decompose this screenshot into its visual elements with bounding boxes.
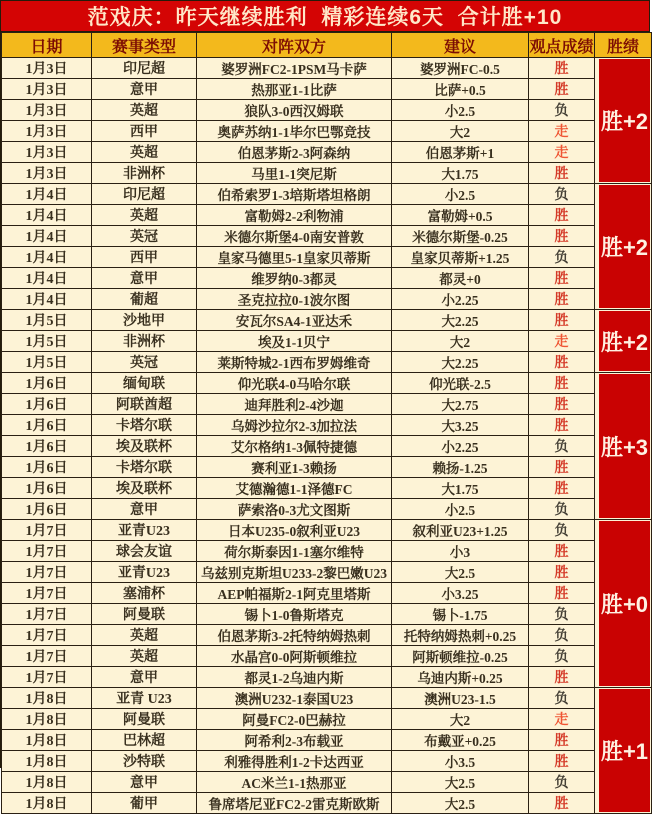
date-cell: 1月3日 [2, 142, 92, 163]
match-cell: 艾德瀚德1-1泽德FC [197, 478, 392, 499]
table-row [2, 142, 652, 163]
col-header-record: 胜绩 [595, 33, 652, 58]
table-row [2, 394, 652, 415]
table-row [2, 436, 652, 457]
date-cell: 1月4日 [2, 289, 92, 310]
league-cell: 埃及联杯 [92, 478, 197, 499]
tip-cell: 小2.5 [392, 184, 529, 205]
tip-cell: 小3.5 [392, 751, 529, 772]
record-cell [595, 520, 652, 688]
date-cell: 1月8日 [2, 772, 92, 793]
page-title: 范戏庆：昨天继续胜利 精彩连续6天 合计胜+10 [1, 1, 649, 32]
match-cell: AC米兰1-1热那亚 [197, 772, 392, 793]
match-cell: AEP帕福斯2-1阿克里塔斯 [197, 583, 392, 604]
tip-cell: 赖扬-1.25 [392, 457, 529, 478]
date-cell: 1月7日 [2, 625, 92, 646]
league-cell: 阿曼联 [92, 604, 197, 625]
result-cell: 胜 [529, 730, 595, 751]
result-cell: 胜 [529, 352, 595, 373]
result-cell: 胜 [529, 751, 595, 772]
match-cell: 伯恩茅斯3-2托特纳姆热刺 [197, 625, 392, 646]
table-row [2, 625, 652, 646]
league-cell: 巴林超 [92, 730, 197, 751]
result-cell: 负 [529, 499, 595, 520]
league-cell: 英超 [92, 205, 197, 226]
table-row [2, 688, 652, 709]
date-cell: 1月5日 [2, 352, 92, 373]
match-cell: 锡卜1-0鲁斯塔克 [197, 604, 392, 625]
date-cell: 1月4日 [2, 247, 92, 268]
result-cell: 走 [529, 121, 595, 142]
tip-cell: 都灵+0 [392, 268, 529, 289]
date-cell: 1月3日 [2, 58, 92, 79]
tip-cell: 大2.5 [392, 562, 529, 583]
tip-cell: 婆罗洲FC-0.5 [392, 58, 529, 79]
table-row [2, 499, 652, 520]
record-badge: 胜+3 [599, 374, 650, 518]
date-cell: 1月3日 [2, 121, 92, 142]
match-cell: 婆罗洲FC2-1PSM马卡萨 [197, 58, 392, 79]
result-cell: 胜 [529, 478, 595, 499]
date-cell: 1月6日 [2, 415, 92, 436]
result-cell: 胜 [529, 562, 595, 583]
record-cell [595, 310, 652, 373]
date-cell: 1月8日 [2, 751, 92, 772]
table-row [2, 646, 652, 667]
tip-cell: 米德尔斯堡-0.25 [392, 226, 529, 247]
match-cell: 富勒姆2-2利物浦 [197, 205, 392, 226]
tip-cell: 锡卜-1.75 [392, 604, 529, 625]
league-cell: 英超 [92, 142, 197, 163]
date-cell: 1月4日 [2, 184, 92, 205]
tip-cell: 阿斯顿维拉-0.25 [392, 646, 529, 667]
tip-cell: 叙利亚U23+1.25 [392, 520, 529, 541]
league-cell: 塞浦杯 [92, 583, 197, 604]
date-cell: 1月8日 [2, 793, 92, 814]
match-cell: 利雅得胜利1-2卡达西亚 [197, 751, 392, 772]
tip-cell: 皇家贝蒂斯+1.25 [392, 247, 529, 268]
league-cell: 西甲 [92, 121, 197, 142]
tip-cell: 大2 [392, 121, 529, 142]
record-cell [595, 58, 652, 184]
date-cell: 1月7日 [2, 646, 92, 667]
record-badge: 胜+2 [599, 59, 650, 182]
result-cell: 负 [529, 520, 595, 541]
match-cell: 皇家马德里5-1皇家贝蒂斯 [197, 247, 392, 268]
date-cell: 1月6日 [2, 394, 92, 415]
tip-cell: 比萨+0.5 [392, 79, 529, 100]
tip-cell: 小2.25 [392, 436, 529, 457]
match-cell: 维罗纳0-3都灵 [197, 268, 392, 289]
league-cell: 意甲 [92, 79, 197, 100]
date-cell: 1月8日 [2, 709, 92, 730]
league-cell: 缅甸联 [92, 373, 197, 394]
match-cell: 安瓦尔SA4-1亚达禾 [197, 310, 392, 331]
table-row [2, 709, 652, 730]
match-cell: 莱斯特城2-1西布罗姆维奇 [197, 352, 392, 373]
match-cell: 澳洲U232-1泰国U23 [197, 688, 392, 709]
table-row [2, 226, 652, 247]
tip-cell: 小2.5 [392, 499, 529, 520]
result-cell: 走 [529, 142, 595, 163]
match-cell: 阿曼FC2-0巴赫拉 [197, 709, 392, 730]
result-cell: 负 [529, 625, 595, 646]
col-header-league: 赛事类型 [92, 33, 197, 58]
result-cell: 胜 [529, 289, 595, 310]
match-cell: 奥萨苏纳1-1毕尔巴鄂竞技 [197, 121, 392, 142]
col-header-match: 对阵双方 [197, 33, 392, 58]
table-row [2, 373, 652, 394]
league-cell: 意甲 [92, 667, 197, 688]
table-row [2, 772, 652, 793]
result-cell: 负 [529, 436, 595, 457]
match-cell: 迪拜胜利2-4沙迦 [197, 394, 392, 415]
match-cell: 狼队3-0西汉姆联 [197, 100, 392, 121]
match-cell: 圣克拉拉0-1波尔图 [197, 289, 392, 310]
match-cell: 萨索洛0-3尤文图斯 [197, 499, 392, 520]
result-cell: 走 [529, 709, 595, 730]
result-cell: 负 [529, 772, 595, 793]
tip-cell: 大2 [392, 709, 529, 730]
date-cell: 1月7日 [2, 667, 92, 688]
table-row [2, 604, 652, 625]
tip-cell: 布戴亚+0.25 [392, 730, 529, 751]
date-cell: 1月4日 [2, 268, 92, 289]
tip-cell: 仰光联-2.5 [392, 373, 529, 394]
tip-cell: 伯恩茅斯+1 [392, 142, 529, 163]
tip-cell: 大2 [392, 331, 529, 352]
league-cell: 卡塔尔联 [92, 415, 197, 436]
result-cell: 负 [529, 184, 595, 205]
match-cell: 水晶宫0-0阿斯顿维拉 [197, 646, 392, 667]
table-row [2, 667, 652, 688]
table-row [2, 520, 652, 541]
result-cell: 胜 [529, 205, 595, 226]
date-cell: 1月6日 [2, 499, 92, 520]
date-cell: 1月4日 [2, 226, 92, 247]
result-cell: 负 [529, 646, 595, 667]
date-cell: 1月8日 [2, 730, 92, 751]
date-cell: 1月5日 [2, 331, 92, 352]
table-row [2, 289, 652, 310]
match-cell: 埃及1-1贝宁 [197, 331, 392, 352]
date-cell: 1月7日 [2, 604, 92, 625]
table-row [2, 79, 652, 100]
header-row [2, 33, 652, 58]
league-cell: 阿联酋超 [92, 394, 197, 415]
result-cell: 胜 [529, 667, 595, 688]
result-cell: 走 [529, 331, 595, 352]
league-cell: 英超 [92, 625, 197, 646]
table-row [2, 205, 652, 226]
league-cell: 非洲杯 [92, 331, 197, 352]
tip-cell: 大2.25 [392, 310, 529, 331]
table-row [2, 352, 652, 373]
tip-cell: 澳洲U23-1.5 [392, 688, 529, 709]
col-header-date: 日期 [2, 33, 92, 58]
table-row [2, 793, 652, 814]
match-cell: 伯恩茅斯2-3阿森纳 [197, 142, 392, 163]
match-cell: 阿希利2-3布载亚 [197, 730, 392, 751]
record-badge: 胜+2 [599, 185, 650, 308]
record-badge: 胜+2 [599, 311, 650, 371]
date-cell: 1月3日 [2, 79, 92, 100]
tip-cell: 大2.75 [392, 394, 529, 415]
tip-cell: 大2.5 [392, 793, 529, 814]
match-cell: 热那亚1-1比萨 [197, 79, 392, 100]
league-cell: 葡超 [92, 289, 197, 310]
result-cell: 负 [529, 100, 595, 121]
league-cell: 印尼超 [92, 58, 197, 79]
result-cell: 胜 [529, 583, 595, 604]
table-row [2, 541, 652, 562]
match-cell: 米德尔斯堡4-0南安普敦 [197, 226, 392, 247]
table-row [2, 583, 652, 604]
date-cell: 1月8日 [2, 688, 92, 709]
league-cell: 意甲 [92, 268, 197, 289]
result-cell: 胜 [529, 310, 595, 331]
result-cell: 胜 [529, 58, 595, 79]
tip-cell: 乌迪内斯+0.25 [392, 667, 529, 688]
league-cell: 埃及联杯 [92, 436, 197, 457]
result-cell: 负 [529, 604, 595, 625]
date-cell: 1月5日 [2, 310, 92, 331]
match-cell: 乌兹别克斯坦U233-2黎巴嫩U23 [197, 562, 392, 583]
result-cell: 胜 [529, 226, 595, 247]
record-cell [595, 184, 652, 310]
match-cell: 艾尔格纳1-3佩特捷德 [197, 436, 392, 457]
league-cell: 葡甲 [92, 793, 197, 814]
results-table [1, 32, 652, 814]
league-cell: 阿曼联 [92, 709, 197, 730]
match-cell: 日本U235-0叙利亚U23 [197, 520, 392, 541]
tip-cell: 小2.25 [392, 289, 529, 310]
table-row [2, 268, 652, 289]
match-cell: 都灵1-2乌迪内斯 [197, 667, 392, 688]
tip-cell: 小2.5 [392, 100, 529, 121]
league-cell: 英超 [92, 646, 197, 667]
table-row [2, 310, 652, 331]
date-cell: 1月6日 [2, 478, 92, 499]
date-cell: 1月7日 [2, 541, 92, 562]
table-row [2, 457, 652, 478]
league-cell: 卡塔尔联 [92, 457, 197, 478]
league-cell: 西甲 [92, 247, 197, 268]
result-cell: 胜 [529, 457, 595, 478]
tip-cell: 大2.5 [392, 772, 529, 793]
result-cell: 胜 [529, 268, 595, 289]
result-cell: 胜 [529, 163, 595, 184]
table-row [2, 730, 652, 751]
match-cell: 仰光联4-0马哈尔联 [197, 373, 392, 394]
table-row [2, 58, 652, 79]
table-row [2, 163, 652, 184]
table-row [2, 415, 652, 436]
record-badge: 胜+1 [599, 689, 650, 812]
league-cell: 亚青 U23 [92, 688, 197, 709]
match-cell: 马里1-1突尼斯 [197, 163, 392, 184]
league-cell: 非洲杯 [92, 163, 197, 184]
record-cell [595, 688, 652, 814]
result-cell: 胜 [529, 394, 595, 415]
date-cell: 1月7日 [2, 562, 92, 583]
league-cell: 意甲 [92, 772, 197, 793]
date-cell: 1月4日 [2, 205, 92, 226]
league-cell: 英超 [92, 100, 197, 121]
table-row [2, 121, 652, 142]
result-cell: 负 [529, 688, 595, 709]
tip-cell: 大2.25 [392, 352, 529, 373]
league-cell: 英冠 [92, 226, 197, 247]
tip-cell: 托特纳姆热刺+0.25 [392, 625, 529, 646]
result-cell: 胜 [529, 415, 595, 436]
col-header-tip: 建议 [392, 33, 529, 58]
date-cell: 1月3日 [2, 163, 92, 184]
result-cell: 胜 [529, 541, 595, 562]
match-cell: 赛利亚1-3赖扬 [197, 457, 392, 478]
league-cell: 亚青U23 [92, 520, 197, 541]
league-cell: 印尼超 [92, 184, 197, 205]
result-cell: 胜 [529, 79, 595, 100]
league-cell: 球会友谊 [92, 541, 197, 562]
record-cell [595, 373, 652, 520]
league-cell: 沙特联 [92, 751, 197, 772]
tip-cell: 大1.75 [392, 478, 529, 499]
result-cell: 胜 [529, 373, 595, 394]
col-header-result: 观点成绩 [529, 33, 595, 58]
record-badge: 胜+0 [599, 521, 650, 686]
date-cell: 1月7日 [2, 520, 92, 541]
table-row [2, 562, 652, 583]
tip-cell: 大1.75 [392, 163, 529, 184]
date-cell: 1月7日 [2, 583, 92, 604]
tip-cell: 小3.25 [392, 583, 529, 604]
table-row [2, 751, 652, 772]
table-row [2, 247, 652, 268]
league-cell: 亚青U23 [92, 562, 197, 583]
date-cell: 1月6日 [2, 436, 92, 457]
table-row [2, 331, 652, 352]
table-row [2, 184, 652, 205]
match-cell: 乌姆沙拉尔2-3加拉法 [197, 415, 392, 436]
table-row [2, 478, 652, 499]
match-cell: 伯希索罗1-3培斯塔坦格朗 [197, 184, 392, 205]
result-cell: 胜 [529, 793, 595, 814]
table-row [2, 100, 652, 121]
league-cell: 沙地甲 [92, 310, 197, 331]
league-cell: 英冠 [92, 352, 197, 373]
tip-cell: 富勒姆+0.5 [392, 205, 529, 226]
tip-cell: 小3 [392, 541, 529, 562]
tip-cell: 大3.25 [392, 415, 529, 436]
results-table-body [2, 58, 652, 814]
date-cell: 1月3日 [2, 100, 92, 121]
date-cell: 1月6日 [2, 373, 92, 394]
match-cell: 荷尔斯泰因1-1塞尔维特 [197, 541, 392, 562]
result-cell: 负 [529, 247, 595, 268]
league-cell: 意甲 [92, 499, 197, 520]
match-cell: 鲁席塔尼亚FC2-2雷克斯欧斯 [197, 793, 392, 814]
date-cell: 1月6日 [2, 457, 92, 478]
